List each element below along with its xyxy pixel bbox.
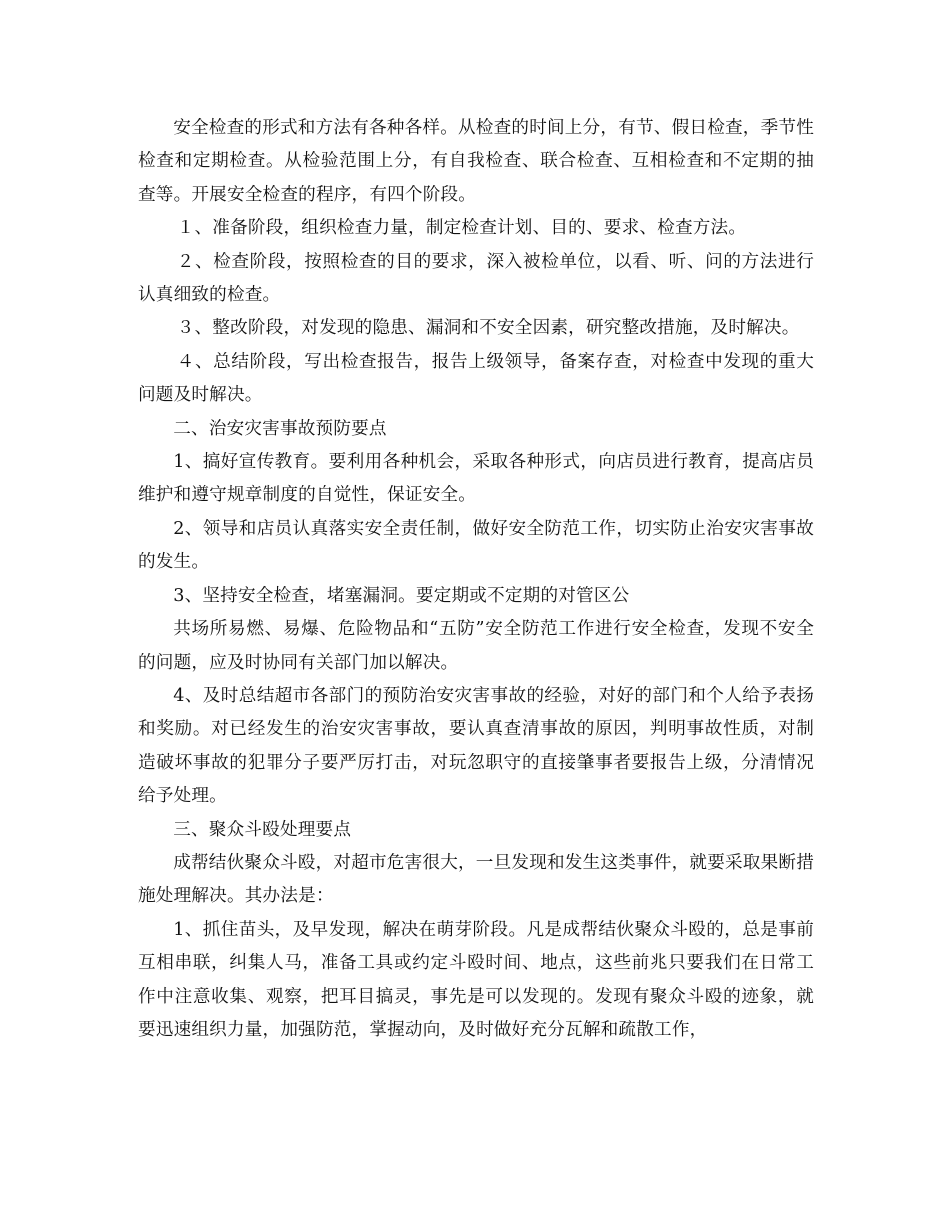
section-heading-2: 二、治安灾害事故预防要点 <box>173 418 387 439</box>
paragraph-step-4: ４、总结阶段，写出检查报告，报告上级领导，备案存查，对检查中发现的重大问题及时解决。 <box>138 351 814 406</box>
paragraph-intro: 安全检查的形式和方法有各种各样。从检查的时间上分，有节、假日检查，季节性检查和定期检查。从检验范围上分，有自我检查、联合检查、互相检查和不定期的抽查等。开展安全检查的程序，有四个阶段。 <box>138 118 814 205</box>
paragraph-prevention-3-continued: 共场所易燃、易爆、危险物品和“五防”安全防范工作进行安全检查，发现不安全的问题，应及时协同有关部门加以解决。 <box>138 619 814 673</box>
paragraph-brawl-1: 1、抓住苗头，及早发现，解决在萌芽阶段。凡是成帮结伙聚众斗殴的，总是事前互相串联，纠集人马，准备工具或约定斗殴时间、地点，这些前兆只要我们在日常工作中注意收集、观察，把耳目搞灵，事先是可以发现的。发现有聚众斗殴的迹象，就要迅速组织力量，加强防范，掌握动向，及时做好充分瓦解和疏散工作， <box>138 919 814 1040</box>
paragraph-step-3: ３、整改阶段，对发现的隐患、漏洞和不安全因素，研究整改措施，及时解决。 <box>176 318 800 339</box>
paragraph-prevention-2: 2、领导和店员认真落实安全责任制，做好安全防范工作，切实防止治安灾害事故的发生。 <box>138 518 814 573</box>
paragraph-prevention-3: 3、坚持安全检查，堵塞漏洞。要定期或不定期的对管区公 <box>173 585 630 606</box>
section-heading-3: 三、聚众斗殴处理要点 <box>173 819 352 840</box>
paragraph-prevention-4: 4、及时总结超市各部门的预防治安灾害事故的经验，对好的部门和个人给予表扬和奖励。对已经发生的治安灾害事故，要认真查清事故的原因，判明事故性质，对制造破坏事故的犯罪分子要严厉打击，对玩忽职守的直接肇事者要报告上级，分清情况给予处理。 <box>138 685 814 807</box>
paragraph-prevention-1: 1、搞好宣传教育。要利用各种机会，采取各种形式，向店员进行教育，提高店员维护和遵守规章制度的自觉性，保证安全。 <box>138 452 814 506</box>
paragraph-brawl-intro: 成帮结伙聚众斗殴，对超市危害很大，一旦发现和发生这类事件，就要采取果断措施处理解决。其办法是： <box>138 852 814 907</box>
document-body <box>138 112 814 1047</box>
paragraph-step-1: １、准备阶段，组织检查力量，制定检查计划、目的、要求、检查方法。 <box>176 218 747 239</box>
paragraph-step-2: ２、检查阶段，按照检查的目的要求，深入被检单位，以看、听、问的方法进行认真细致的检查。 <box>138 251 814 306</box>
